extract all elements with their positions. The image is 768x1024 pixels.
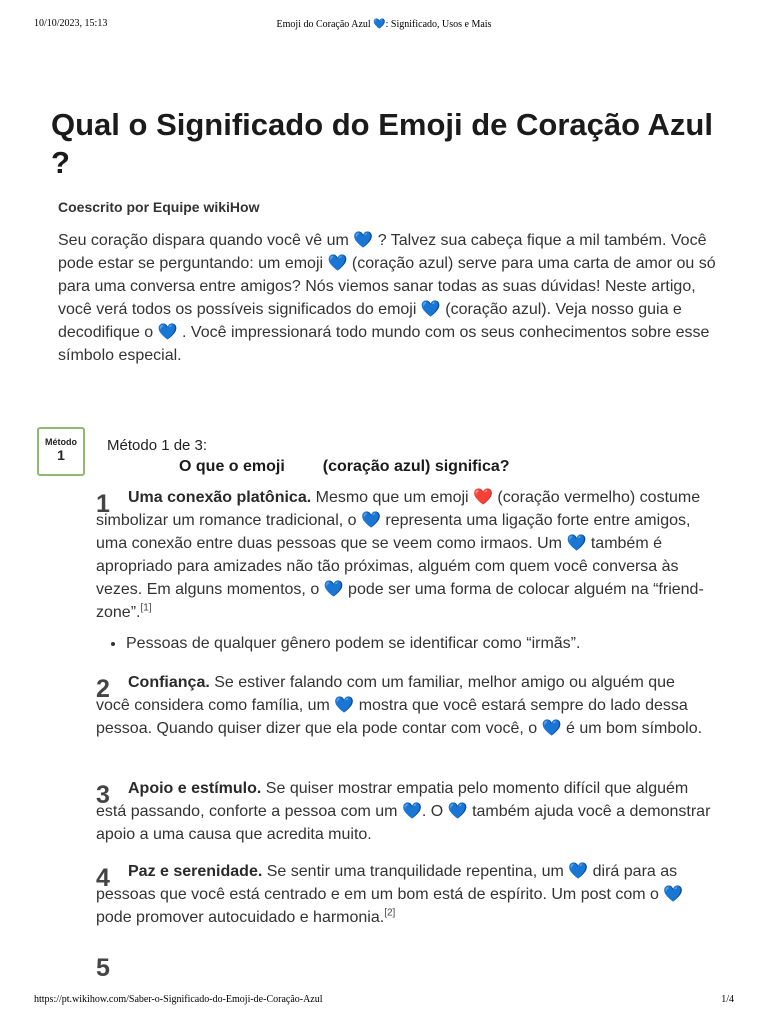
step-body: representa uma ligação forte entre amigos, uma conexão entre duas pessoas que se veem como irmaos. Um: [96, 512, 691, 552]
print-url: https://pt.wikihow.com/Saber-o-Significado-do-Emoji-de-Coração-Azul: [34, 994, 323, 1005]
method-title-part-2: (coração azul) significa?: [322, 458, 510, 475]
step-body: . O: [421, 803, 444, 820]
list-item: • Pessoas de qualquer gênero podem se identificar como “irmãs”.: [126, 632, 726, 655]
red-heart-emoji-icon: ❤️: [473, 489, 493, 506]
step-3: [96, 777, 712, 846]
byline: Coescrito por Equipe wikiHow: [58, 199, 260, 215]
step-heading: Paz e serenidade.: [128, 863, 263, 880]
step-body: Se estiver falando com um familiar, melhor amigo ou alguém que você considera como família, um: [96, 674, 675, 714]
blue-heart-emoji-icon: 💙: [327, 255, 348, 272]
step-body: dirá para as pessoas que você está centrado e em um bom está de espírito. Um post com o: [96, 863, 678, 903]
step-text: [96, 860, 712, 929]
step-body: (coração vermelho) costume simbolizar um romance tradicional, o: [96, 489, 701, 529]
blue-heart-emoji-icon: 💙: [361, 512, 381, 529]
blue-heart-emoji-icon: 💙: [568, 863, 589, 880]
blue-heart-emoji-icon: 💙: [566, 535, 587, 552]
blue-heart-emoji-icon: 💙: [541, 720, 562, 737]
step-body: Se quiser mostrar empatia pelo momento difícil que alguém está passando, conforte a pessoa com um: [96, 780, 689, 820]
step-heading: Confiança.: [128, 674, 210, 691]
intro-paragraph: [58, 229, 718, 367]
reference-link[interactable]: [2]: [384, 907, 396, 919]
intro-text-5: . Você impressionará todo mundo com os seus conhecimentos sobre esse símbolo especial.: [58, 324, 710, 364]
method-badge-number: 1: [57, 447, 65, 463]
step-body: é um bom símbolo.: [566, 720, 703, 737]
blue-heart-emoji-icon: 💙: [334, 697, 355, 714]
intro-text-4: (coração azul). Veja nosso guia e decodifique o: [58, 301, 682, 341]
step-number: 4: [96, 864, 110, 892]
blue-heart-emoji-icon: 💙: [353, 232, 374, 249]
step-text: [96, 486, 712, 624]
step-heading: Apoio e estímulo.: [128, 780, 262, 797]
step-body: mostra que você estará sempre do lado dessa pessoa. Quando quiser dizer que ela pode contar com você, o: [96, 697, 688, 737]
intro-text-1: Seu coração dispara quando você vê um: [58, 232, 349, 249]
intro-text-3: (coração azul) serve para uma carta de amor ou só para uma conversa entre amigos? Nós viemos sanar todas as suas dúvidas! Neste artigo, você verá todos os possíveis significados do emoji: [58, 255, 716, 318]
method-title-part-1: O que o emoji: [179, 458, 285, 475]
blue-heart-emoji-icon: 💙: [447, 803, 468, 820]
tip-list: [96, 632, 726, 655]
step-body: Mesmo que um emoji: [315, 489, 469, 506]
step-heading: Uma conexão platônica.: [128, 489, 312, 506]
method-title: [179, 458, 510, 476]
step-number: 5: [96, 954, 110, 982]
blue-heart-emoji-icon: 💙: [401, 803, 422, 820]
step-body: pode promover autocuidado e harmonia.: [96, 909, 385, 926]
step-number: 2: [96, 675, 110, 703]
intro-text-2: ? Talvez sua cabeça fique a mil também. Você pode estar se perguntando: um emoji: [58, 232, 707, 272]
blue-heart-emoji-icon: 💙: [323, 581, 344, 598]
method-badge: [37, 427, 85, 476]
article-title: Qual o Significado do Emoji de Coração Azul ?: [51, 107, 713, 180]
blue-heart-emoji-icon: 💙: [420, 301, 441, 318]
step-2: [96, 671, 712, 740]
blue-heart-emoji-icon: 💙: [663, 886, 684, 903]
page-number: 1/4: [721, 994, 734, 1005]
step-text: [96, 671, 712, 740]
print-doc-title: Emoji do Coração Azul 💙: Significado, Usos e Mais: [276, 19, 492, 30]
step-body: pode ser uma forma de colocar alguém na “friend-zone”.: [96, 581, 704, 621]
step-number: 3: [96, 781, 110, 809]
step-text: [96, 777, 712, 846]
reference-link[interactable]: [1]: [140, 602, 152, 614]
step-1: [96, 486, 712, 624]
step-body: Se sentir uma tranquilidade repentina, um: [266, 863, 564, 880]
step-body: também é apropriado para amizades não tão próximas, alguém com quem você conversa às vezes. Em alguns momentos, o: [96, 535, 679, 598]
method-counter: Método 1 de 3:: [107, 437, 208, 454]
step-body: também ajuda você a demonstrar apoio a uma causa que acredita muito.: [96, 803, 711, 843]
blue-heart-emoji-icon: 💙: [157, 324, 178, 341]
step-number: 1: [96, 490, 110, 518]
print-datetime: 10/10/2023, 15:13: [34, 18, 108, 29]
method-badge-label: Método: [45, 437, 77, 447]
step-4: [96, 860, 712, 929]
